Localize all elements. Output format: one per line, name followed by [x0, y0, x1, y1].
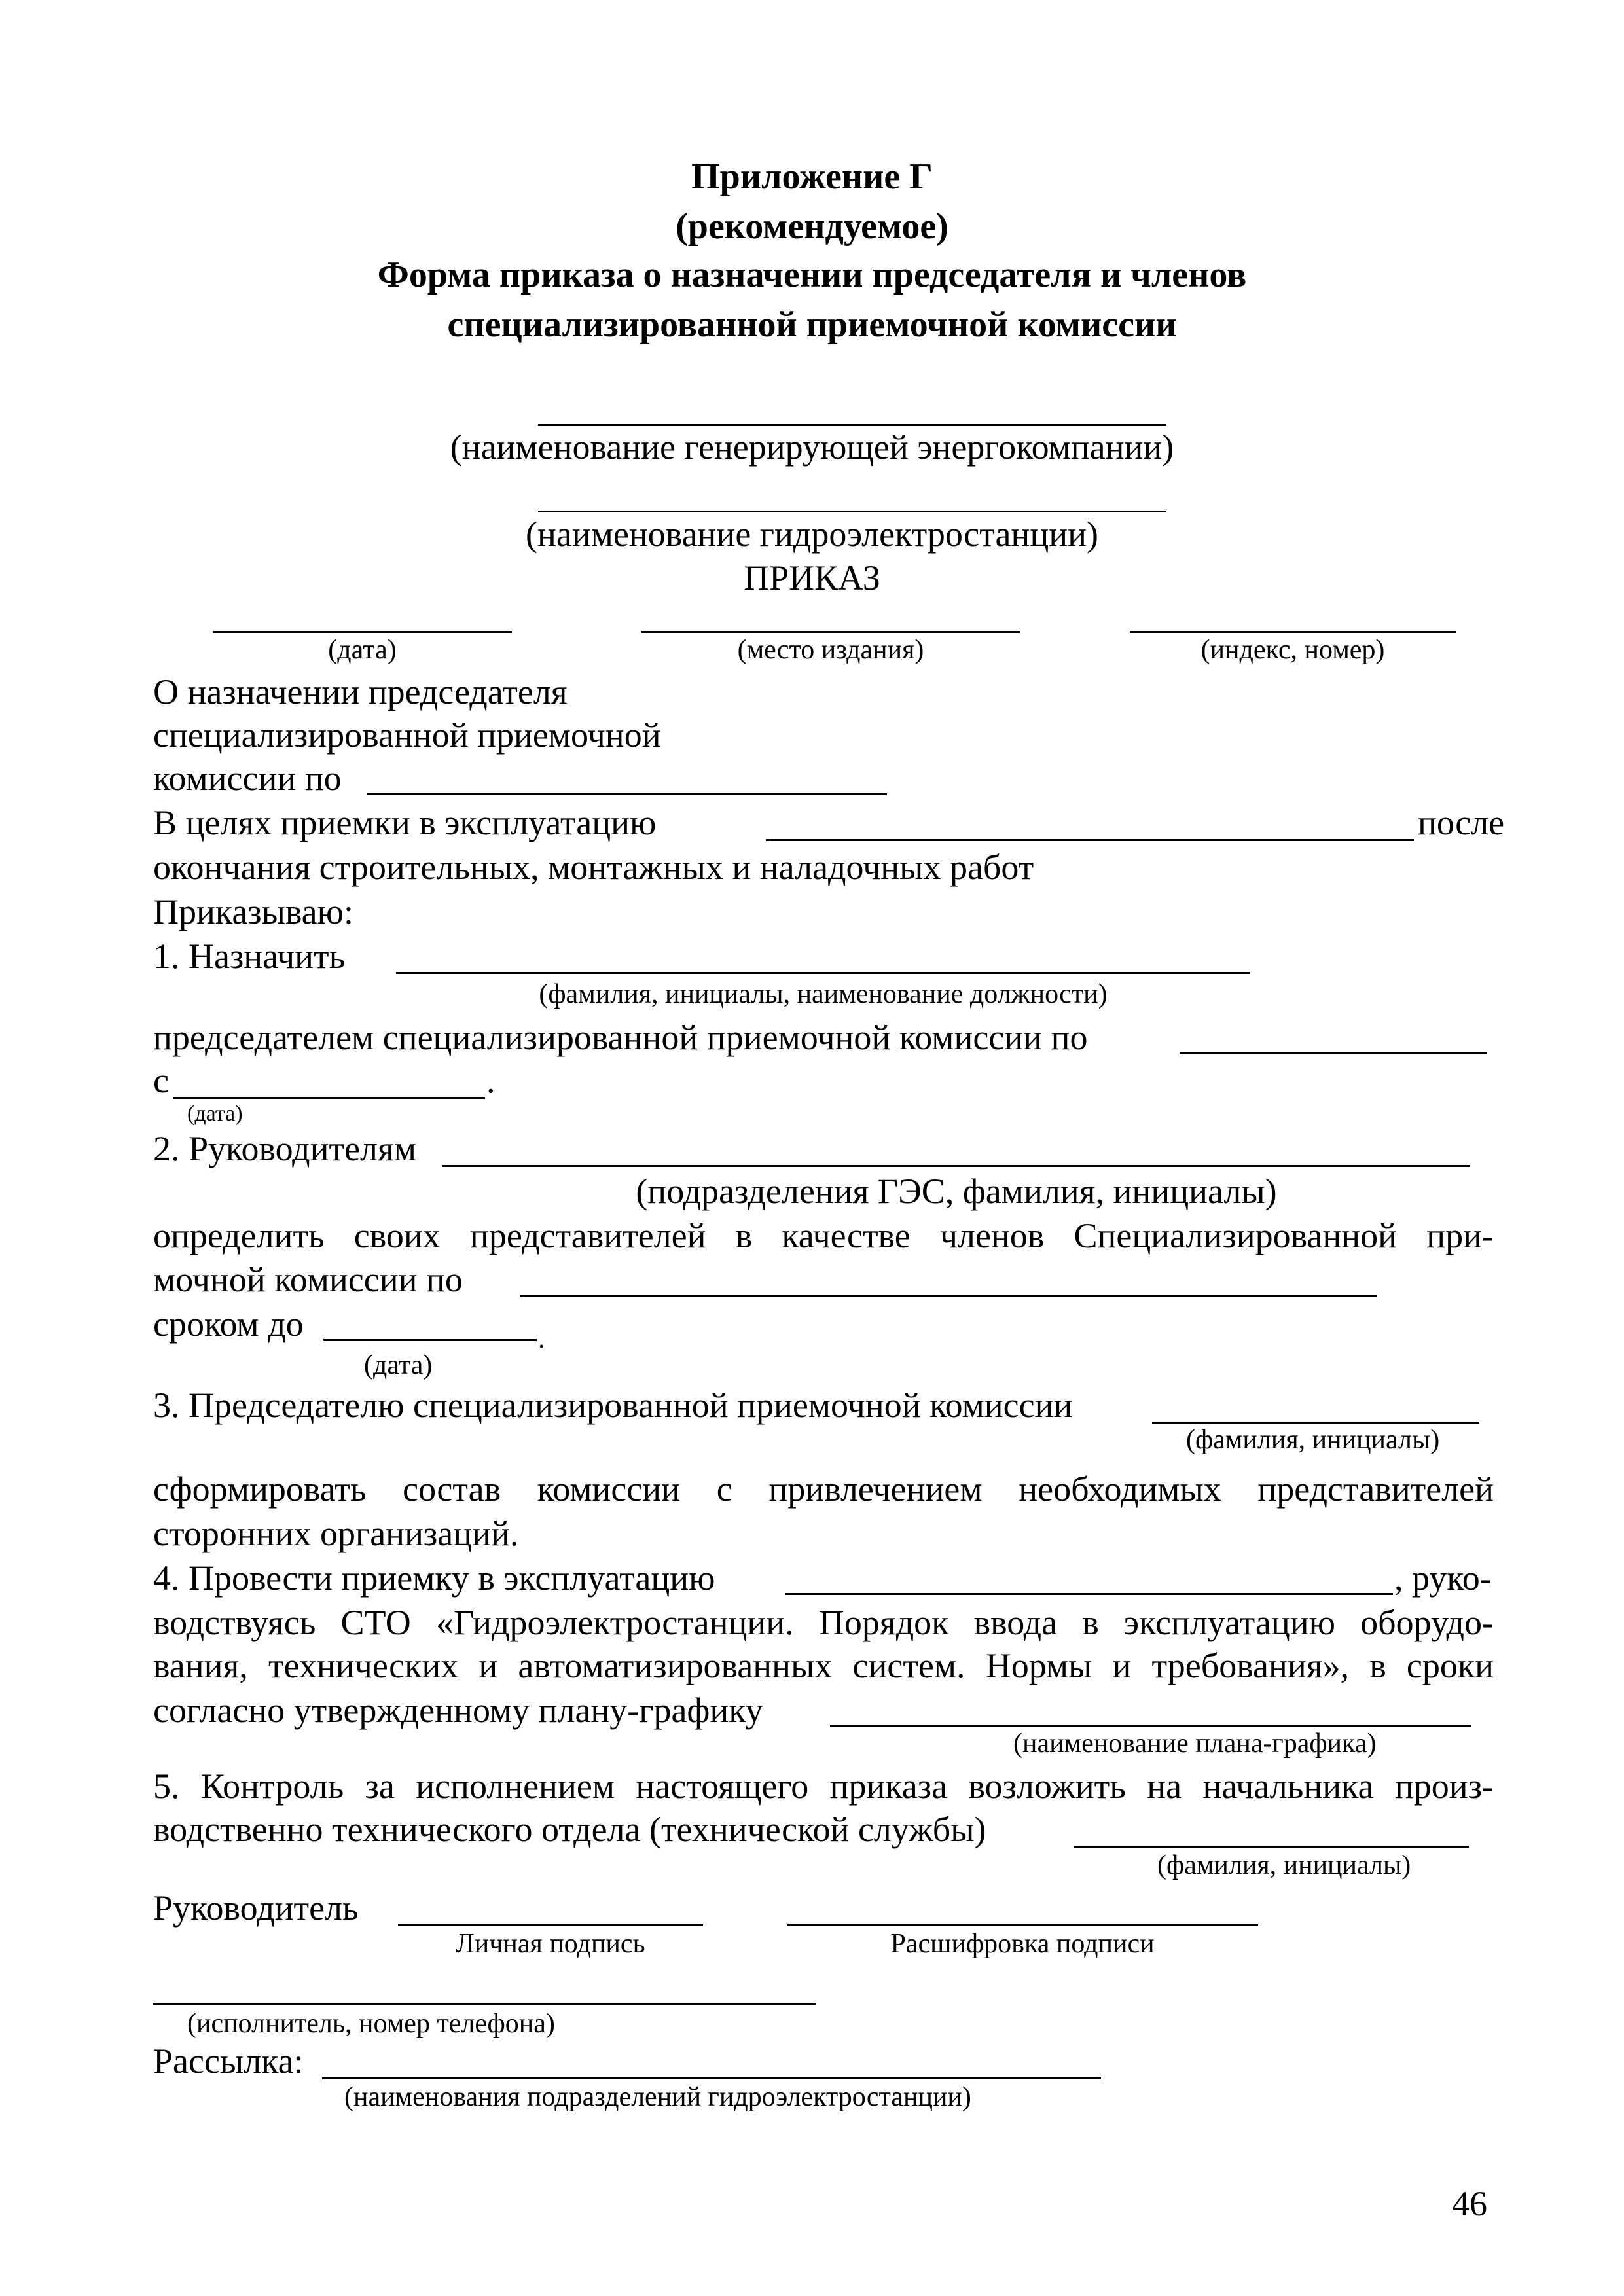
item5-blank: [1074, 1846, 1469, 1848]
item3-blank: [1152, 1422, 1479, 1424]
purpose-text: В целях приемки в эксплуатацию: [153, 803, 657, 842]
item1-text: 1. Назначить: [153, 937, 346, 976]
item4-line3: вания, технических и автоматизированных систем. Нормы и требования», в сроки: [153, 1646, 1494, 1685]
purpose-after: после: [1418, 803, 1505, 842]
company-caption: (наименование генерирующей энергокомпании): [450, 427, 1174, 467]
executor-line: [153, 2003, 816, 2005]
hpp-caption: (наименование гидроэлектростанции): [526, 514, 1098, 554]
item4-blank: [785, 1593, 1393, 1595]
purpose-blank: [766, 839, 1414, 841]
item1-blank: [396, 972, 1250, 974]
item4-line4: согласно утвержденному плану-графику: [153, 1691, 763, 1730]
item4-line2: водствуясь СТО «Гидроэлектростанции. Порядок ввода в эксплуатацию оборудо-: [153, 1603, 1494, 1642]
orders-word: Приказываю:: [153, 892, 353, 931]
subject-line2: специализированной приемочной: [153, 715, 661, 755]
item1-line2: председателем специализированной приемочной комиссии по: [153, 1018, 1088, 1057]
item2-line2: определить своих представителей в качестве членов Специализированной при-: [153, 1216, 1494, 1255]
item4-text: 4. Провести приемку в эксплуатацию: [153, 1558, 715, 1598]
item2-line4: сроком до: [153, 1304, 304, 1344]
subject-line3: комиссии по: [153, 759, 342, 798]
decoding-caption: Расшифровка подписи: [890, 1929, 1155, 1959]
subject-line1: О назначении председателя: [153, 672, 568, 711]
item4-caption: (наименование плана-графика): [1013, 1729, 1377, 1759]
item1-date-blank: [173, 1097, 485, 1099]
index-caption: (индекс, номер): [1200, 635, 1385, 665]
date-caption: (дата): [328, 635, 397, 665]
item3-line3: сторонних организаций.: [153, 1514, 519, 1553]
item3-text: 3. Председателю специализированной приемочной комиссии: [153, 1386, 1073, 1425]
date-line: [213, 631, 512, 633]
item2-date-blank: [323, 1339, 537, 1341]
head-label: Руководитель: [153, 1888, 359, 1928]
item5-text: 5. Контроль за исполнением настоящего приказа возложить на начальника произ-: [153, 1767, 1494, 1806]
signature-line: [398, 1924, 703, 1926]
item4-after: , руко-: [1394, 1558, 1492, 1598]
place-caption: (место издания): [737, 635, 924, 665]
order-heading: ПРИКАЗ: [744, 558, 880, 598]
item2-blank2: [520, 1295, 1377, 1297]
place-line: [641, 631, 1020, 633]
appendix-title: Приложение Г: [691, 156, 933, 197]
signature-caption: Личная подпись: [456, 1929, 645, 1959]
item2-blank: [442, 1165, 1470, 1167]
item1-date-caption: (дата): [187, 1102, 243, 1126]
page-number: 46: [1452, 2184, 1487, 2223]
mailing-label: Рассылка:: [153, 2041, 304, 2081]
form-title-line1: Форма приказа о назначении председателя и членов: [377, 255, 1247, 295]
item4-blank2: [830, 1725, 1471, 1727]
item5-caption: (фамилия, инициалы): [1157, 1850, 1411, 1880]
item3-caption: (фамилия, инициалы): [1186, 1425, 1440, 1455]
index-line: [1130, 631, 1456, 633]
item1-period: .: [486, 1061, 496, 1100]
mailing-line: [322, 2077, 1101, 2079]
form-title-line2: специализированной приемочной комиссии: [447, 304, 1177, 345]
purpose-line2: окончания строительных, монтажных и наладочных работ: [153, 848, 1034, 887]
appendix-subtitle: (рекомендуемое): [676, 206, 948, 247]
subject-blank: [367, 793, 887, 795]
item2-text: 2. Руководителям: [153, 1129, 416, 1168]
decoding-line: [787, 1924, 1258, 1926]
item1-blank2: [1180, 1052, 1487, 1054]
item2-line3: мочной комиссии по: [153, 1260, 463, 1299]
mailing-caption: (наименования подразделений гидроэлектростанции): [344, 2082, 971, 2112]
item1-caption: (фамилия, инициалы, наименование должности): [539, 979, 1108, 1009]
item3-line2: сформировать состав комиссии с привлечением необходимых представителей: [153, 1469, 1494, 1509]
executor-caption: (исполнитель, номер телефона): [187, 2009, 555, 2039]
item2-caption: (подразделения ГЭС, фамилия, инициалы): [636, 1172, 1277, 1211]
item5-line2: водственно технического отдела (технической службы): [153, 1810, 986, 1849]
item2-period: .: [538, 1324, 545, 1354]
item2-date-caption: (дата): [364, 1350, 433, 1380]
item1-from: с: [153, 1061, 169, 1100]
